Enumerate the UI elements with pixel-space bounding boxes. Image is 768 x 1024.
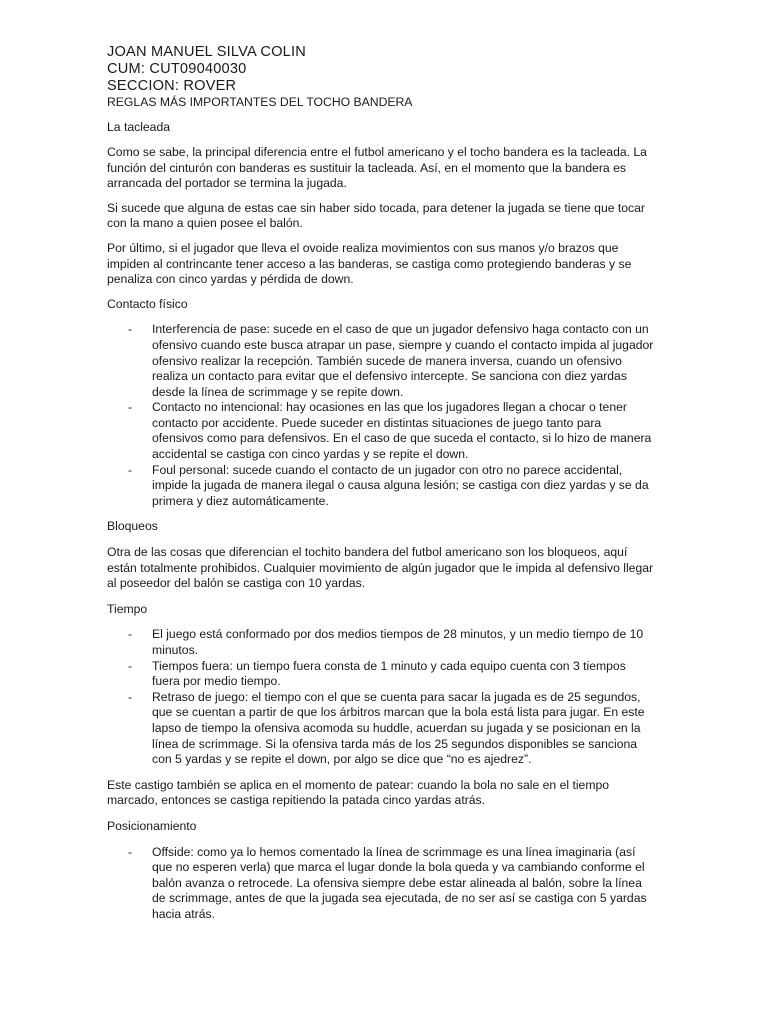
heading-tacleada: La tacleada	[107, 120, 171, 135]
paragraph-tacleada-3: Por último, si el jugador que lleva el ovoide realiza movimientos con sus manos y/o brazos que impiden al contrincante tener acceso a las banderas, se castiga como protegiendo banderas y se penaliza con cinco yardas y pérdida de down.	[107, 240, 632, 287]
paragraph-tiempo-castigo: Este castigo también se aplica en el momento de patear: cuando la bola no sale en el tiempo marcado, entonces se castiga repitiendo la patada cinco yardas atrás.	[107, 777, 610, 808]
list-item	[107, 400, 655, 462]
bullet-dash: -	[128, 400, 133, 415]
bullet-dash: -	[128, 689, 133, 704]
list-item	[107, 463, 655, 510]
list-item-text: Offside: como ya lo hemos comentado la línea de scrimmage es una línea imaginaria (así que no esperen verla) que marca el lugar donde la bola queda y va cambiando conforme el balón avanza o retrocede. La ofensiva siempre debe estar alineada al balón, sobre la línea de scrimmage, antes de que la jugada sea ejecutada, de no ser así se castiga con 5 yardas hacia atrás.	[152, 844, 647, 921]
bullet-dash: -	[128, 462, 133, 477]
heading-tiempo: Tiempo	[107, 601, 148, 616]
bullet-dash: -	[128, 322, 133, 337]
paragraph-tacleada-1: Como se sabe, la principal diferencia entre el futbol americano y el tocho bandera es la tacleada. La función del cinturón con banderas es sustituir la tacleada. Así, en el momento que la bandera es arrancada del portador se termina la jugada.	[107, 144, 647, 191]
list-item-text: El juego está conformado por dos medios tiempos de 28 minutos, y un medio tiempo de 10 minutos.	[152, 627, 644, 658]
author-name: JOAN MANUEL SILVA COLIN	[107, 44, 306, 60]
document-title: REGLAS MÁS IMPORTANTES DEL TOCHO BANDERA	[107, 95, 413, 110]
paragraph-bloqueos: Otra de las cosas que diferencian el tochito bandera del futbol americano son los bloqueos, aquí están totalmente prohibidos. Cualquier movimiento de algún jugador que le impida al defensivo llegar al poseedor del balón se castiga con 10 yardas.	[107, 545, 654, 591]
list-posicionamiento	[107, 845, 655, 923]
list-item	[107, 690, 655, 768]
list-item-text: Tiempos fuera: un tiempo fuera consta de 1 minuto y cada equipo cuenta con 3 tiempos fuera por medio tiempo.	[152, 658, 626, 689]
bullet-dash: -	[128, 844, 133, 859]
list-item-text: Contacto no intencional: hay ocasiones en las que los jugadores llegan a chocar o tener contacto por accidente. Puede suceder en distintas situaciones de juego tanto para ofensivos como para defensivos. En el caso de que suceda el contacto, si lo hizo de manera accidental se castiga con cinco yardas y se repite el down.	[152, 400, 652, 462]
bullet-dash: -	[128, 627, 133, 642]
list-item-text: Interferencia de pase: sucede en el caso de que un jugador defensivo haga contacto con un ofensivo cuando este busca atrapar un pase, siempre y cuando el contacto impida al jugador ofensivo realizar la recepción. También sucede de manera inversa, cuando un ofensivo realiza un contacto para evitar que el defensivo intercepte. Se sanciona con diez yardas desde la línea de scrimmage y se repite down.	[152, 322, 654, 399]
list-item	[107, 322, 655, 400]
list-contacto-fisico	[107, 322, 655, 509]
author-cum: CUM: CUT09040030	[107, 60, 247, 77]
author-seccion: SECCION: ROVER	[107, 77, 237, 94]
document-page	[107, 44, 655, 923]
list-item	[107, 627, 655, 658]
heading-contacto-fisico: Contacto físico	[107, 296, 188, 311]
list-item-text: Retraso de juego: el tiempo con el que se cuenta para sacar la jugada es de 25 segundos, que se cuentan a partir de que los árbitros marcan que la bola está lista para jugar. En este lapso de tiempo la ofensiva acomoda su huddle, acuerdan su jugada y se posicionan en la línea de scrimmage. Si la ofensiva tarda más de los 25 segundos disponibles se sanciona con 5 yardas y se repite el down, por algo se dice que “no es ajedrez”.	[152, 689, 645, 767]
bullet-dash: -	[128, 658, 133, 673]
paragraph-tacleada-2: Si sucede que alguna de estas cae sin haber sido tocada, para detener la jugada se tiene que tocar con la mano a quien posee el balón.	[107, 200, 645, 231]
list-item	[107, 659, 655, 690]
heading-posicionamiento: Posicionamiento	[107, 818, 197, 833]
list-item-text: Foul personal: sucede cuando el contacto de un jugador con otro no parece accidental, impide la jugada de manera ilegal o causa alguna lesión; se castiga con diez yardas y se da primera y diez automáticamente.	[152, 462, 649, 508]
heading-bloqueos: Bloqueos	[107, 519, 158, 534]
list-tiempo	[107, 627, 655, 767]
list-item	[107, 845, 655, 923]
